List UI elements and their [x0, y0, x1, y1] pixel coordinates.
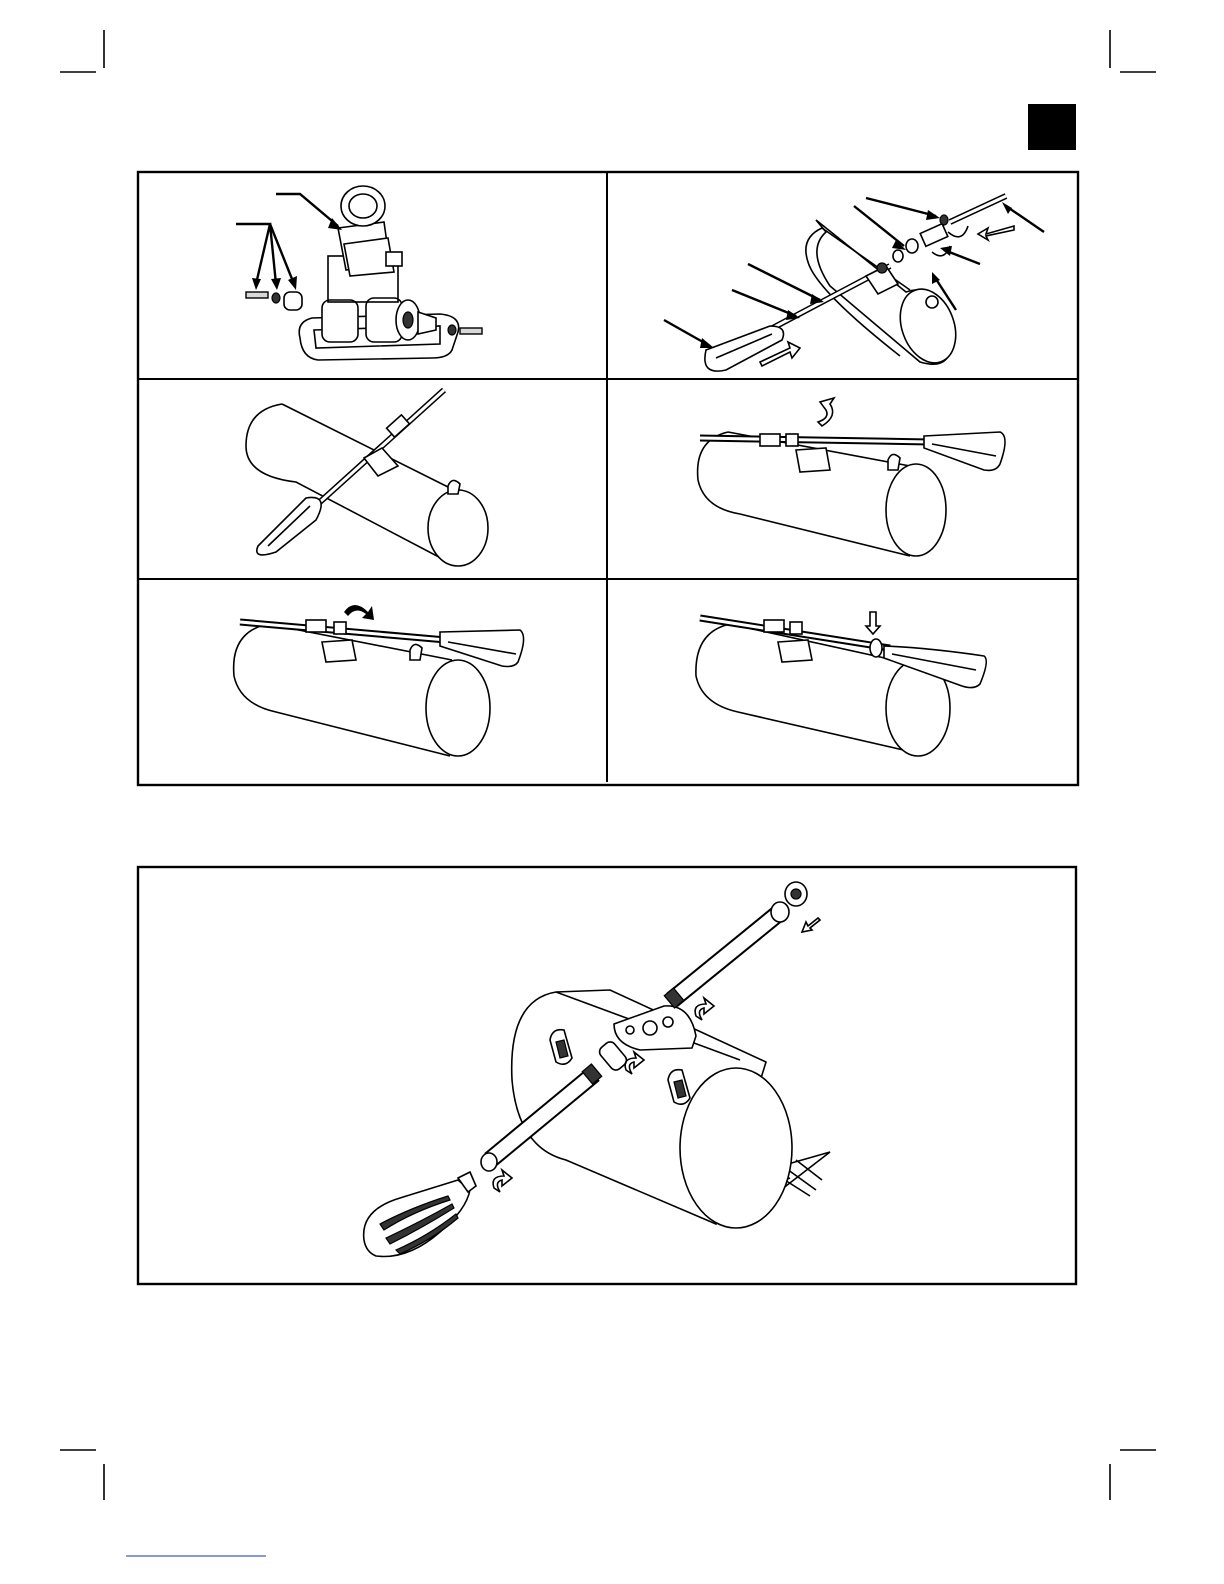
- panel-oar-rotate: [698, 398, 1005, 556]
- panel-oar-assembly-exploded: [664, 196, 1044, 371]
- panel-oar-mounted-diagonal: [246, 390, 488, 566]
- panel-oar-lift: [234, 605, 524, 756]
- section-tab-marker: [1028, 104, 1076, 150]
- panel-oar-stowed: [696, 612, 986, 756]
- panel-paddle-assembly: [138, 867, 1076, 1284]
- panel-oarlock-assembly: [236, 186, 482, 360]
